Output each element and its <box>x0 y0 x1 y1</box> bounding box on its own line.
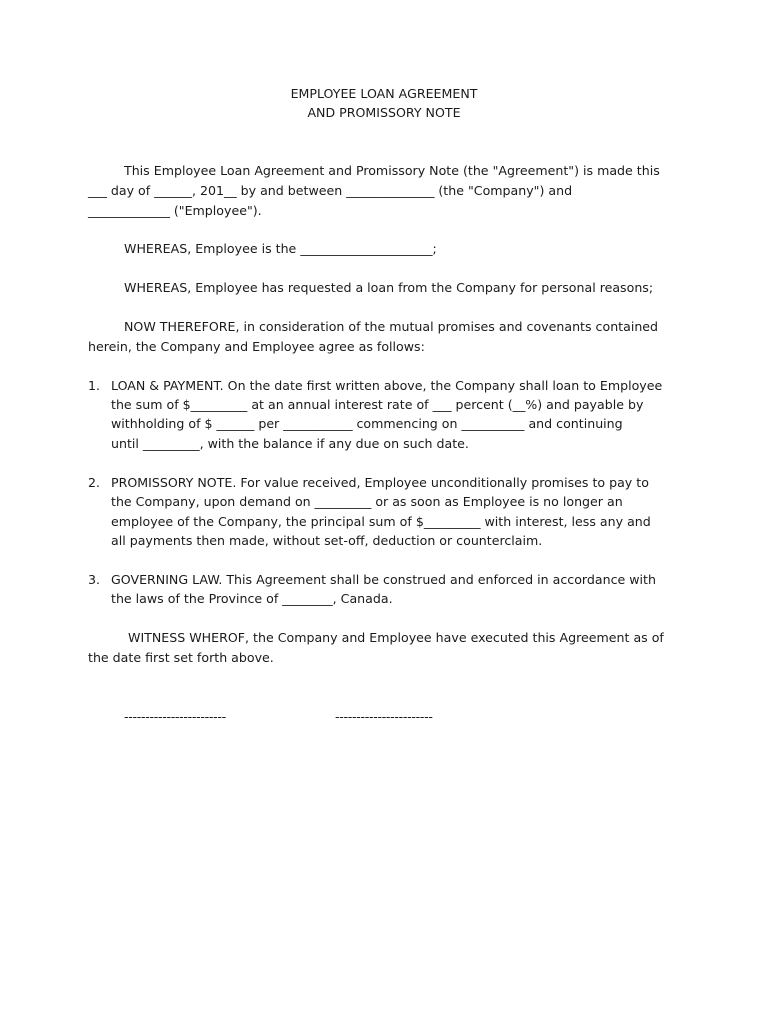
intro-paragraph-line-3: _____________ ("Employee"). <box>88 203 262 218</box>
now-therefore-line-1: NOW THEREFORE, in consideration of the mutual promises and covenants contained <box>124 319 659 334</box>
clause-1-line-1: LOAN & PAYMENT. On the date first written above, the Company shall loan to Employee <box>111 378 663 393</box>
clause-2-line-3: employee of the Company, the principal sum of $_________ with interest, less any and <box>111 514 651 529</box>
clause-1-line-2: the sum of $_________ at an annual interest rate of ___ percent (__%) and payable by <box>111 397 644 412</box>
clause-2-line-2: the Company, upon demand on _________ or as soon as Employee is no longer an <box>111 494 623 509</box>
clause-3-number: 3. <box>88 572 101 587</box>
clause-2-number: 2. <box>88 475 101 490</box>
document-title-line-2: AND PROMISSORY NOTE <box>307 105 461 120</box>
intro-paragraph-line-2: ___ day of ______, 201__ by and between ______________ (the "Company") and <box>88 183 573 198</box>
clause-1-line-4: until _________, with the balance if any due on such date. <box>111 436 469 451</box>
now-therefore-line-2: herein, the Company and Employee agree as follows: <box>88 339 425 354</box>
witness-line-1: WITNESS WHEROF, the Company and Employee have executed this Agreement as of <box>124 630 664 645</box>
company-signature-line: ------------------------ <box>124 709 226 724</box>
employee-signature-line: ----------------------- <box>335 709 433 724</box>
clause-1-line-3: withholding of $ ______ per ___________ commencing on __________ and continuing <box>111 416 623 431</box>
clause-2-line-4: all payments then made, without set-off, deduction or counterclaim. <box>111 533 543 548</box>
witness-line-2: the date first set forth above. <box>88 650 274 665</box>
clause-3-line-1: GOVERNING LAW. This Agreement shall be construed and enforced in accordance with <box>111 572 656 587</box>
intro-paragraph-line-1: This Employee Loan Agreement and Promissory Note (the "Agreement") is made this <box>124 163 660 178</box>
whereas-clause-1: WHEREAS, Employee is the _____________________; <box>124 241 437 256</box>
document-title-line-1: EMPLOYEE LOAN AGREEMENT <box>290 86 478 101</box>
whereas-clause-2: WHEREAS, Employee has requested a loan from the Company for personal reasons; <box>124 280 654 295</box>
clause-2-line-1: PROMISSORY NOTE. For value received, Employee unconditionally promises to pay to <box>111 475 649 490</box>
clause-3-line-2: the laws of the Province of ________, Canada. <box>111 591 393 606</box>
clause-1-number: 1. <box>88 378 101 393</box>
